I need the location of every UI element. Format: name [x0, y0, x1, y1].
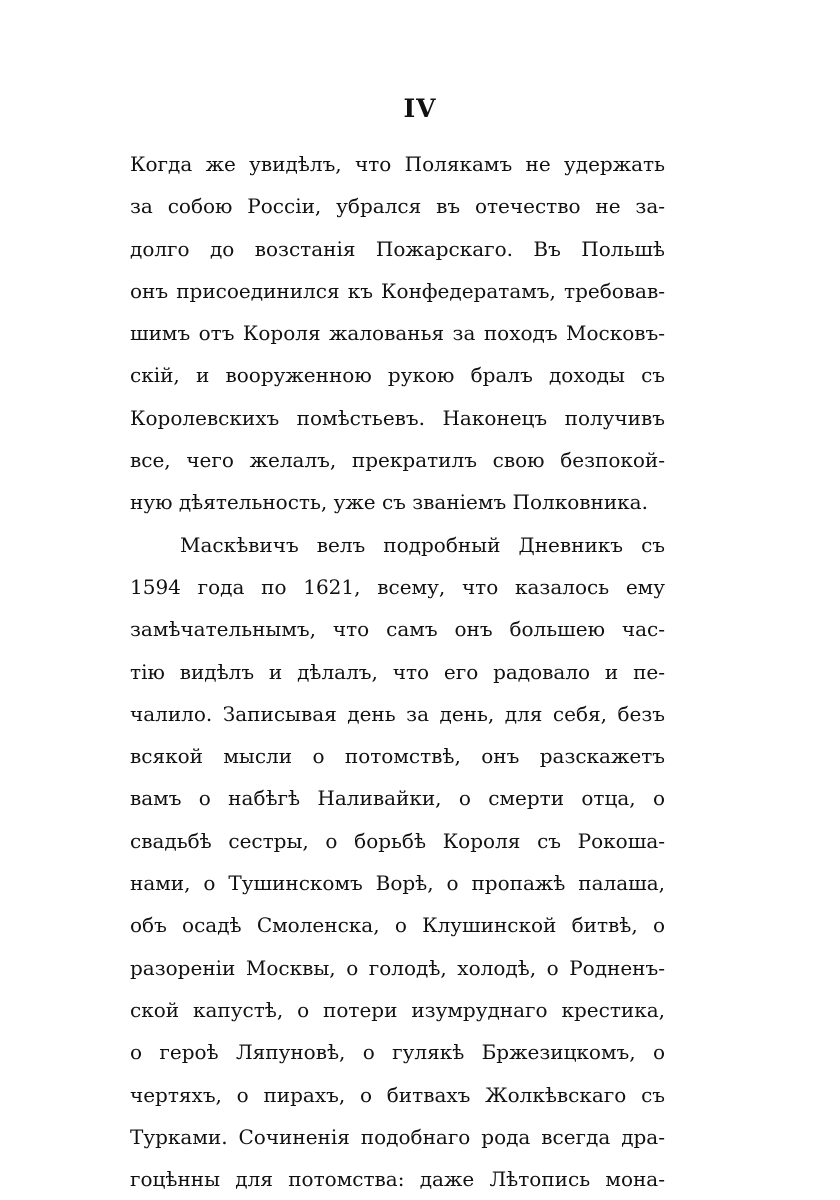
- text-line: Когда же увидѣлъ, что Полякамъ не удержать: [130, 152, 665, 176]
- text-line: долго до возстанія Пожарскаго. Въ Польшѣ: [130, 236, 665, 261]
- text-line: скій, и вооруженною рукою бралъ доходы съ: [130, 363, 665, 388]
- text-line: шимъ отъ Короля жалованья за походъ Московъ-: [130, 321, 665, 346]
- text-line: Турками. Сочиненія подобнаго рода всегда дра-: [130, 1124, 665, 1149]
- text-line: свадьбѣ сестры, о борьбѣ Короля съ Рокоша-: [130, 828, 665, 853]
- text-line: Королевскихъ помѣстьевъ. Наконецъ получивъ: [130, 405, 665, 430]
- text-line: онъ присоединился къ Конфедератамъ, требовав-: [130, 278, 665, 303]
- text-line: всякой мысли о потомствѣ, онъ разскажетъ: [130, 744, 665, 769]
- text-line: чалило. Записывая день за день, для себя, безъ: [130, 701, 665, 726]
- paragraph-first-line: Маскѣвичъ велъ подробный Дневникъ съ: [180, 532, 665, 557]
- text-line: тію видѣлъ и дѣлалъ, что его радовало и пе-: [130, 659, 665, 684]
- text-line: чертяхъ, о пирахъ, о битвахъ Жолкѣвскаго съ: [130, 1082, 665, 1107]
- text-line: замѣчательнымъ, что самъ онъ большею час-: [130, 617, 665, 642]
- text-line: все, чего желалъ, прекратилъ свою безпокой-: [130, 448, 665, 473]
- text-line: за собою Россіи, убрался въ отечество не за-: [130, 194, 665, 219]
- text-line: нами, о Тушинскомъ Ворѣ, о пропажѣ палаша,: [130, 871, 665, 896]
- page-number: IV: [403, 94, 437, 123]
- text-line: объ осадѣ Смоленска, о Клушинской битвѣ, о: [130, 913, 665, 938]
- paragraph-last-line: ную дѣятельность, уже съ званіемъ Полковника.: [130, 490, 648, 515]
- text-line: гоцѣнны для потомства: даже Лѣтопись мона-: [130, 1167, 665, 1192]
- body-text: [130, 143, 665, 1200]
- text-line: разореніи Москвы, о голодѣ, холодѣ, о Родненъ-: [130, 955, 665, 980]
- text-line: 1594 года по 1621, всему, что казалось ему: [130, 574, 665, 599]
- text-line: ской капустѣ, о потери изумруднаго крестика,: [130, 997, 665, 1022]
- text-line: о героѣ Ляпуновѣ, о гулякѣ Бржезицкомъ, о: [130, 1040, 665, 1065]
- text-line: вамъ о набѣгѣ Наливайки, о смерти отца, о: [130, 786, 665, 811]
